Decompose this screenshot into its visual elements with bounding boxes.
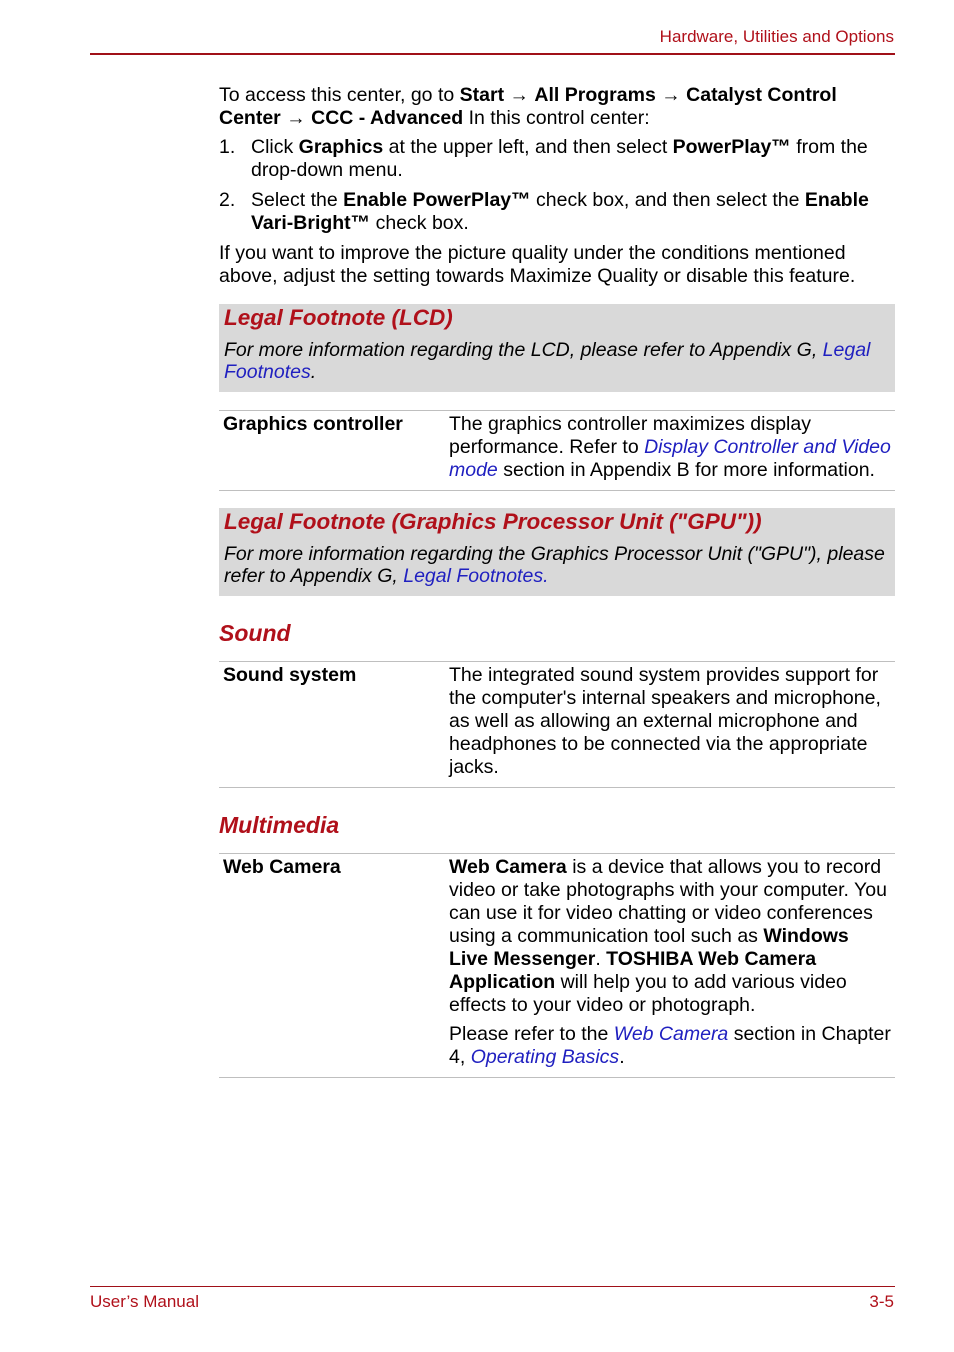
row-value	[445, 411, 895, 491]
list-item	[219, 136, 895, 182]
step-bold: PowerPlay™	[672, 136, 791, 158]
steps-list	[219, 136, 895, 235]
page-number: 3-5	[869, 1292, 894, 1311]
value-text: Please refer to the	[449, 1023, 614, 1045]
web-camera-link[interactable]: Web Camera	[613, 1023, 729, 1045]
arrow-icon: →	[286, 107, 306, 129]
menu-ccc-advanced: CCC - Advanced	[311, 107, 464, 129]
step-text: Click	[251, 136, 299, 158]
operating-basics-link[interactable]: Operating Basics	[470, 1046, 620, 1068]
step-text: at the upper left, and then select	[383, 136, 673, 158]
row-key: Graphics controller	[223, 413, 403, 435]
row-value: The integrated sound system provides support for the computer's internal speakers and microphone, as well as allowing an external microphone and headphones to be connected via the appropriate jacks.	[449, 664, 881, 778]
arrow-icon: →	[661, 84, 681, 106]
webcam-reference	[449, 1023, 891, 1069]
legal-footnotes-link[interactable]: Legal Footnotes.	[403, 565, 549, 587]
row-key: Sound system	[223, 664, 357, 686]
value-text: will help you to add various video effects to your video or photograph.	[449, 971, 847, 1016]
note-title: Legal Footnote (Graphics Processor Unit ("GPU"))	[224, 509, 762, 534]
page-content	[219, 84, 895, 1078]
arrow-icon: →	[509, 84, 529, 106]
note-legal-gpu	[219, 508, 895, 596]
note-title: Legal Footnote (LCD)	[224, 305, 453, 330]
header-rule	[90, 53, 895, 55]
note-legal-lcd	[219, 304, 895, 392]
note-text-end: .	[310, 361, 317, 383]
table-row	[219, 854, 895, 1078]
row-value	[445, 854, 895, 1078]
value-text: The graphics controller maximizes display performance. Refer to	[449, 413, 811, 458]
note-text: For more information regarding the LCD, please refer to Appendix G,	[224, 339, 823, 361]
intro-text: To access this center, go to	[219, 84, 460, 106]
footer-manual-title: User’s Manual	[90, 1292, 199, 1311]
step-text: Select the	[251, 189, 344, 211]
intro-text-end: In this control center:	[463, 107, 650, 129]
note-body	[224, 339, 890, 383]
multimedia-table	[219, 853, 895, 1078]
graphics-table	[219, 410, 895, 491]
step-text: from the drop-down menu.	[251, 136, 868, 181]
menu-catalyst-control-center: Catalyst Control Center	[219, 84, 837, 129]
running-header: Hardware, Utilities and Options	[659, 27, 894, 46]
step-bold: Enable Vari-Bright™	[251, 189, 869, 234]
list-item	[219, 189, 895, 235]
step-bold: Graphics	[298, 136, 384, 158]
value-bold: TOSHIBA Web Camera Application	[449, 948, 817, 993]
step-number: 1.	[219, 136, 236, 158]
section-heading-sound: Sound	[219, 620, 291, 646]
section-heading-multimedia: Multimedia	[219, 812, 340, 838]
footer-rule	[90, 1286, 895, 1287]
step-number: 2.	[219, 189, 236, 211]
note-body	[224, 543, 890, 587]
menu-all-programs: All Programs	[534, 84, 656, 106]
table-row	[219, 411, 895, 491]
intro-paragraph	[219, 84, 895, 130]
step-text: check box.	[370, 212, 469, 234]
after-steps-paragraph: If you want to improve the picture quality under the conditions mentioned above, adjust the setting towards Maximize Quality or disable this feature.	[219, 242, 856, 287]
step-bold: Enable PowerPlay™	[343, 189, 531, 211]
value-bold: Windows Live Messenger	[449, 925, 849, 970]
step-text: check box, and then select the	[530, 189, 805, 211]
display-controller-link[interactable]: Display Controller and Video mode	[449, 436, 891, 481]
value-bold: Web Camera	[449, 856, 567, 878]
value-text: section in Chapter 4,	[449, 1023, 891, 1068]
value-text: section in Appendix B for more information.	[497, 459, 875, 481]
note-text: For more information regarding the Graphics Processor Unit ("GPU"), please refer to Appendix G,	[224, 543, 885, 587]
menu-start: Start	[459, 84, 505, 106]
value-text: is a device that allows you to record video or take photographs with your computer. You can use it for video chatting or video conferences using a communication tool such as	[449, 856, 887, 947]
value-text: .	[619, 1046, 625, 1068]
sound-table	[219, 661, 895, 788]
legal-footnotes-link[interactable]: Legal Footnotes	[224, 339, 871, 383]
webcam-description	[449, 856, 891, 1017]
row-key: Web Camera	[223, 856, 341, 878]
value-text: .	[595, 948, 607, 970]
table-row	[219, 662, 895, 788]
